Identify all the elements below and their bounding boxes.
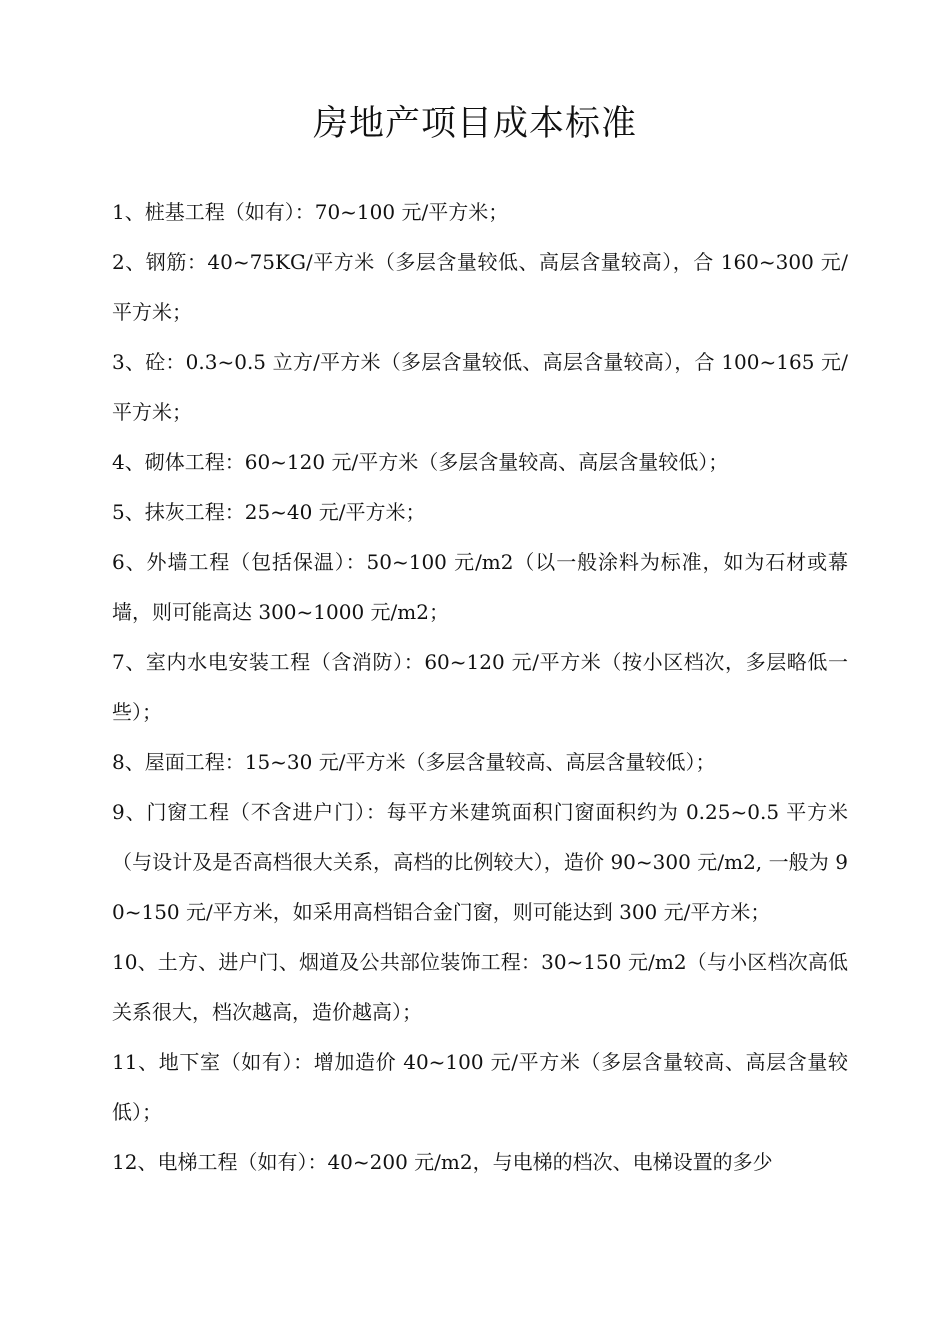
paragraph-item-7: 7、室内水电安装工程（含消防）：60~120 元/平方米（按小区档次，多层略低一些）； — [112, 650, 848, 724]
paragraph-item-4: 4、砌体工程：60~120 元/平方米（多层含量较高、高层含量较低）； — [112, 450, 729, 474]
paragraph-item-5: 5、抹灰工程：25~40 元/平方米； — [112, 500, 426, 524]
paragraph-item-2: 2、钢筋：40~75KG/平方米（多层含量较低、高层含量较高），合 160~300 元/平方米； — [112, 250, 848, 324]
paragraph-item-6: 6、外墙工程（包括保温）：50~100 元/m2（以一般涂料为标准，如为石材或幕墙，则可能高达 300~1000 元/m2； — [112, 550, 848, 624]
paragraph-item-1: 1、桩基工程（如有）：70~100 元/平方米； — [112, 200, 509, 224]
document-body — [112, 187, 848, 1187]
paragraph-item-11: 11、地下室（如有）：增加造价 40~100 元/平方米（多层含量较高、高层含量较低）； — [112, 1050, 848, 1124]
document-title: 房地产项目成本标准 — [312, 104, 637, 144]
paragraph-item-9: 9、门窗工程（不含进户门）：每平方米建筑面积门窗面积约为 0.25~0.5 平方米（与设计及是否高档很大关系，高档的比例较大），造价 90~300 元/m2, 一般为 90~150 元/平方米，如采用高档铝合金门窗，则可能达到 300 元/平方米； — [112, 800, 848, 924]
paragraph-item-12: 12、电梯工程（如有）：40~200 元/m2，与电梯的档次、电梯设置的多少 — [112, 1150, 773, 1174]
paragraph-item-10: 10、土方、进户门、烟道及公共部位装饰工程：30~150 元/m2（与小区档次高低关系很大，档次越高，造价越高）； — [112, 950, 848, 1024]
paragraph-item-8: 8、屋面工程：15~30 元/平方米（多层含量较高、高层含量较低）； — [112, 750, 716, 774]
paragraph-item-3: 3、砼：0.3~0.5 立方/平方米（多层含量较低、高层含量较高），合 100~165 元/平方米； — [112, 350, 848, 424]
